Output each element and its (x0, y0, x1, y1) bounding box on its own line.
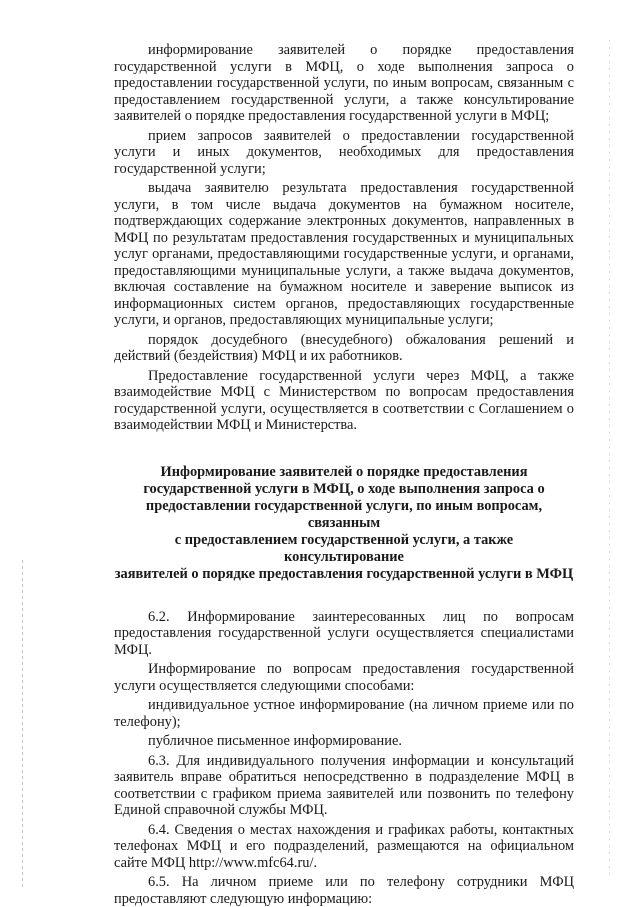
paragraph: прием запросов заявителей о предоставлении государственной услуги и иных документов, необходимых для предоставления государственной услуги; (114, 127, 574, 177)
paragraph: Информирование по вопросам предоставления государственной услуги осуществляется следующими способами: (114, 661, 574, 694)
paragraph: индивидуальное устное информирование (на личном приеме или по телефону); (114, 697, 574, 730)
paragraph: Предоставление государственной услуги через МФЦ, а также взаимодействие МФЦ с Министерством по вопросам предоставления государственной услуги, осуществляется в соответствии с Соглашением о взаимодействии МФЦ и Министерства. (114, 367, 574, 433)
paragraph: 6.4. Сведения о местах нахождения и графиках работы, контактных телефонах МФЦ и его подразделений, размещаются на официальном сайте МФЦ http://www.mfc64.ru/. (114, 821, 574, 871)
heading-line: предоставлении государственной услуги, по иным вопросам, связанным (145, 497, 543, 531)
heading-line: государственной услуги в МФЦ, о ходе выполнения запроса о (143, 480, 545, 497)
heading-line: Информирование заявителей о порядке предоставления (160, 463, 528, 480)
heading-line: заявителей о порядке предоставления государственной услуги в МФЦ (114, 565, 574, 582)
paragraph: 6.5. На личном приеме или по телефону сотрудники МФЦ предоставляют следующую информацию: (114, 874, 574, 907)
heading-line: с предоставлением государственной услуги, а также консультирование (174, 531, 514, 565)
scan-edge-artifact (22, 560, 23, 890)
paragraph: порядок досудебного (внесудебного) обжалования решений и действий (бездействия) МФЦ и их работников. (114, 331, 574, 364)
paragraph: 6.2. Информирование заинтересованных лиц по вопросам предоставления государственной услуги осуществляется специалистами МФЦ. (114, 608, 574, 658)
paragraph: информирование заявителей о порядке предоставления государственной услуги в МФЦ, о ходе выполнения запроса о предоставлении государственной услуги, по иным вопросам, связанным с предоставлением государственной услуги, а также консультирование заявителей о порядке предоставления государственной услуги в МФЦ; (114, 42, 574, 124)
scan-edge-artifact (609, 40, 610, 880)
section-heading (114, 464, 574, 583)
paragraph: публичное письменное информирование. (148, 733, 402, 749)
paragraph: выдача заявителю результата предоставления государственной услуги, в том числе выдача документов на бумажном носителе, подтверждающих содержание электронных документов, направленных в МФЦ по результатам предоставления государственных и муниципальных услуг органами, предоставляющими государственные услуги, и органами, предоставляющими муниципальные услуги, а также выдача документов, включая составление на бумажном носителе и заверение выписок из информационных систем органов, предоставляющих государственные услуги, и органов, предоставляющих муниципальные услуги; (114, 180, 574, 328)
document-body (114, 42, 574, 907)
paragraph: 6.3. Для индивидуального получения информации и консультаций заявитель вправе обратиться непосредственно в подразделение МФЦ в соответствии с графиком приема заявителей или позвонить по телефону Единой справочной службы МФЦ. (114, 752, 574, 818)
